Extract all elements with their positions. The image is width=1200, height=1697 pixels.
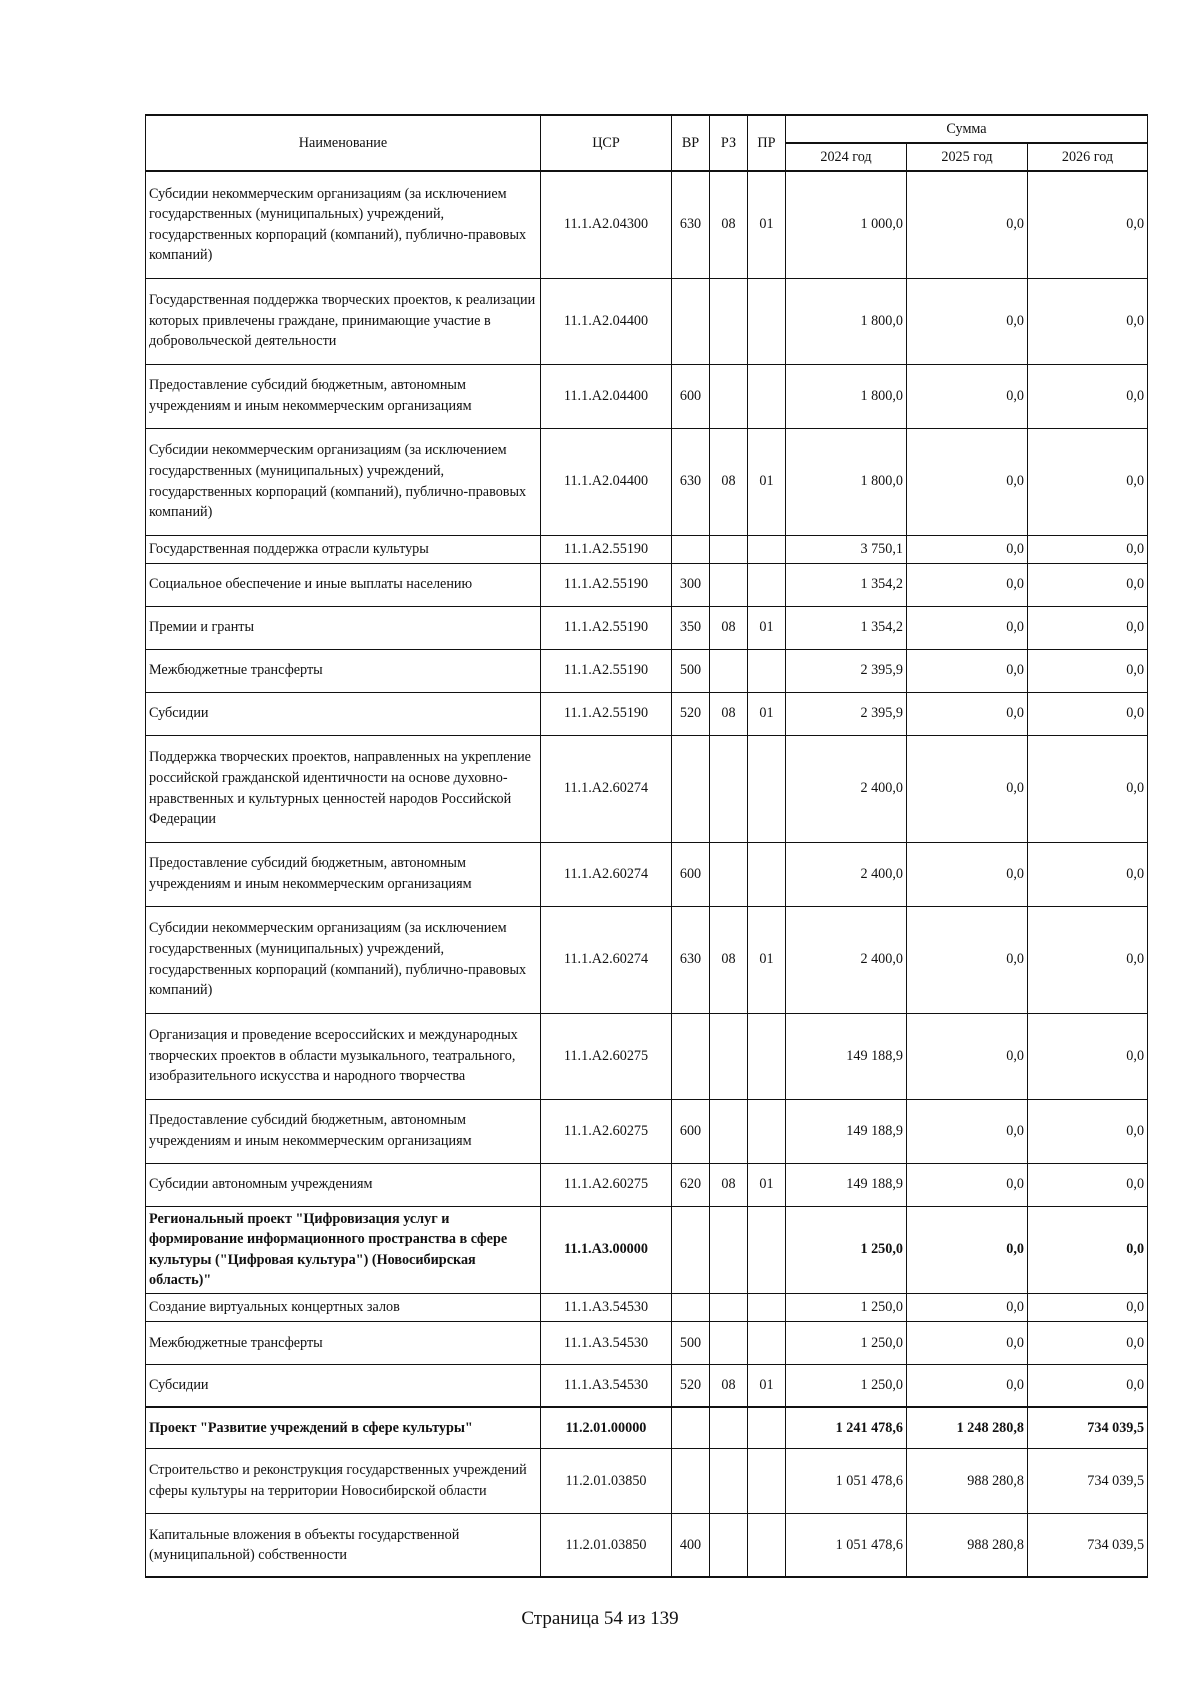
row-sum-2024: 149 188,9 [786,1099,907,1163]
table-row [146,692,1148,735]
row-sum-2025: 988 280,8 [907,1448,1028,1513]
table-row [146,735,1148,842]
row-rz: 08 [710,428,748,535]
row-rz [710,364,748,428]
row-sum-2026: 0,0 [1028,1099,1148,1163]
row-sum-2024: 1 354,2 [786,563,907,606]
table-row [146,1407,1148,1448]
row-pr: 01 [748,171,786,278]
row-name: Предоставление субсидий бюджетным, автономным учреждениям и иным некоммерческим организациям [146,1099,541,1163]
row-vr: 300 [672,563,710,606]
row-sum-2024: 1 000,0 [786,171,907,278]
row-sum-2025: 0,0 [907,649,1028,692]
row-csr: 11.1.A2.60274 [541,842,672,906]
row-name: Субсидии некоммерческим организациям (за исключением государственных (муниципальных) учреждений, государственных корпораций (компаний), публично-правовых компаний) [146,428,541,535]
row-csr: 11.2.01.03850 [541,1448,672,1513]
header-year-2026: 2026 год [1028,143,1148,171]
row-vr [672,735,710,842]
row-pr [748,842,786,906]
row-csr: 11.1.A2.55190 [541,535,672,563]
row-csr: 11.1.A2.55190 [541,692,672,735]
row-csr: 11.1.A3.00000 [541,1206,672,1293]
row-sum-2025: 1 248 280,8 [907,1407,1028,1448]
table-row [146,606,1148,649]
row-name: Межбюджетные трансферты [146,649,541,692]
row-rz: 08 [710,1163,748,1206]
row-name: Субсидии [146,1364,541,1407]
row-vr: 630 [672,906,710,1013]
row-sum-2024: 1 354,2 [786,606,907,649]
row-csr: 11.1.A2.55190 [541,606,672,649]
row-csr: 11.1.A2.55190 [541,649,672,692]
row-rz [710,278,748,364]
row-sum-2025: 0,0 [907,1099,1028,1163]
row-name: Капитальные вложения в объекты государственной (муниципальной) собственности [146,1513,541,1577]
table-body [146,171,1148,1577]
row-vr [672,1206,710,1293]
row-sum-2026: 0,0 [1028,842,1148,906]
row-sum-2025: 0,0 [907,1163,1028,1206]
row-pr: 01 [748,606,786,649]
row-vr: 620 [672,1163,710,1206]
table-row [146,563,1148,606]
row-sum-2024: 2 400,0 [786,906,907,1013]
row-sum-2025: 0,0 [907,842,1028,906]
row-name: Субсидии [146,692,541,735]
table-row [146,842,1148,906]
row-rz [710,1321,748,1364]
row-sum-2025: 0,0 [907,535,1028,563]
row-rz: 08 [710,692,748,735]
row-sum-2024: 1 051 478,6 [786,1513,907,1577]
table-row [146,278,1148,364]
row-sum-2024: 1 800,0 [786,428,907,535]
row-name: Предоставление субсидий бюджетным, автономным учреждениям и иным некоммерческим организациям [146,842,541,906]
row-sum-2024: 2 400,0 [786,842,907,906]
table-row [146,1206,1148,1293]
row-name: Проект "Развитие учреждений в сфере культуры" [146,1407,541,1448]
table-row [146,1293,1148,1321]
row-name: Региональный проект "Цифровизация услуг и формирование информационного пространства в сфере культуры ("Цифровая культура") (Новосибирская область)" [146,1206,541,1293]
header-csr: ЦСР [541,115,672,171]
table-row [146,1163,1148,1206]
row-pr [748,1513,786,1577]
row-vr [672,535,710,563]
row-name: Поддержка творческих проектов, направленных на укрепление российской гражданской идентичности на основе духовно-нравственных и культурных ценностей народов Российской Федерации [146,735,541,842]
row-sum-2024: 1 250,0 [786,1364,907,1407]
row-csr: 11.2.01.00000 [541,1407,672,1448]
row-pr [748,278,786,364]
row-rz [710,1206,748,1293]
row-name: Организация и проведение всероссийских и международных творческих проектов в области музыкального, театрального, изобразительного искусства и народного творчества [146,1013,541,1099]
row-csr: 11.1.A3.54530 [541,1293,672,1321]
row-vr: 400 [672,1513,710,1577]
row-csr: 11.1.A2.04400 [541,364,672,428]
row-csr: 11.1.A2.60275 [541,1013,672,1099]
row-vr: 630 [672,428,710,535]
row-csr: 11.2.01.03850 [541,1513,672,1577]
row-sum-2024: 1 241 478,6 [786,1407,907,1448]
table-row [146,1321,1148,1364]
row-pr [748,1013,786,1099]
row-name: Создание виртуальных концертных залов [146,1293,541,1321]
row-rz: 08 [710,606,748,649]
row-sum-2024: 2 400,0 [786,735,907,842]
row-vr: 520 [672,1364,710,1407]
header-sum: Сумма [786,115,1148,143]
row-pr [748,535,786,563]
row-sum-2026: 0,0 [1028,1293,1148,1321]
row-sum-2026: 0,0 [1028,278,1148,364]
row-rz [710,735,748,842]
row-csr: 11.1.A2.55190 [541,563,672,606]
row-csr: 11.1.A2.60274 [541,906,672,1013]
row-sum-2024: 1 051 478,6 [786,1448,907,1513]
row-pr: 01 [748,428,786,535]
row-vr [672,1448,710,1513]
row-pr [748,1448,786,1513]
row-vr: 520 [672,692,710,735]
row-sum-2025: 0,0 [907,1013,1028,1099]
row-sum-2024: 1 250,0 [786,1206,907,1293]
row-sum-2024: 1 800,0 [786,364,907,428]
row-name: Субсидии некоммерческим организациям (за исключением государственных (муниципальных) учреждений, государственных корпораций (компаний), публично-правовых компаний) [146,171,541,278]
row-sum-2026: 0,0 [1028,563,1148,606]
row-pr: 01 [748,692,786,735]
row-sum-2025: 0,0 [907,1293,1028,1321]
row-sum-2025: 0,0 [907,278,1028,364]
header-pr: ПР [748,115,786,171]
row-sum-2024: 1 250,0 [786,1293,907,1321]
row-vr [672,1293,710,1321]
table-row [146,1513,1148,1577]
row-sum-2026: 0,0 [1028,649,1148,692]
header-rz: РЗ [710,115,748,171]
row-sum-2025: 0,0 [907,606,1028,649]
row-sum-2025: 0,0 [907,563,1028,606]
row-pr [748,1321,786,1364]
row-rz: 08 [710,1364,748,1407]
row-sum-2026: 0,0 [1028,428,1148,535]
row-sum-2024: 149 188,9 [786,1163,907,1206]
row-name: Государственная поддержка творческих проектов, к реализации которых привлечены граждане, принимающие участие в добровольческой деятельности [146,278,541,364]
row-vr: 600 [672,842,710,906]
row-pr: 01 [748,1163,786,1206]
row-rz [710,1448,748,1513]
row-sum-2025: 0,0 [907,1321,1028,1364]
row-sum-2026: 734 039,5 [1028,1407,1148,1448]
row-sum-2025: 988 280,8 [907,1513,1028,1577]
header-vr: ВР [672,115,710,171]
row-vr: 350 [672,606,710,649]
row-sum-2026: 0,0 [1028,1013,1148,1099]
row-sum-2025: 0,0 [907,1206,1028,1293]
row-sum-2026: 734 039,5 [1028,1513,1148,1577]
table-row [146,649,1148,692]
row-sum-2026: 0,0 [1028,1163,1148,1206]
row-sum-2026: 0,0 [1028,692,1148,735]
row-rz: 08 [710,171,748,278]
row-rz [710,1099,748,1163]
row-name: Строительство и реконструкция государственных учреждений сферы культуры на территории Новосибирской области [146,1448,541,1513]
row-sum-2026: 0,0 [1028,364,1148,428]
row-vr [672,1013,710,1099]
row-pr [748,1099,786,1163]
row-pr [748,649,786,692]
row-rz [710,1513,748,1577]
row-sum-2025: 0,0 [907,1364,1028,1407]
table-row [146,1448,1148,1513]
header-year-2025: 2025 год [907,143,1028,171]
table-row [146,428,1148,535]
row-rz [710,535,748,563]
row-vr: 600 [672,1099,710,1163]
row-sum-2025: 0,0 [907,692,1028,735]
row-sum-2026: 734 039,5 [1028,1448,1148,1513]
row-csr: 11.1.A2.04400 [541,278,672,364]
row-sum-2026: 0,0 [1028,535,1148,563]
row-sum-2025: 0,0 [907,171,1028,278]
table-row [146,171,1148,278]
table-row [146,906,1148,1013]
header-year-2024: 2024 год [786,143,907,171]
row-csr: 11.1.A2.60274 [541,735,672,842]
page-number: Страница 54 из 139 [521,1608,679,1629]
row-sum-2024: 1 800,0 [786,278,907,364]
row-csr: 11.1.A3.54530 [541,1321,672,1364]
row-rz [710,1013,748,1099]
row-name: Социальное обеспечение и иные выплаты населению [146,563,541,606]
row-sum-2026: 0,0 [1028,1364,1148,1407]
row-sum-2024: 149 188,9 [786,1013,907,1099]
row-rz [710,842,748,906]
row-vr [672,1407,710,1448]
row-csr: 11.1.A3.54530 [541,1364,672,1407]
row-pr [748,563,786,606]
row-vr: 600 [672,364,710,428]
row-sum-2026: 0,0 [1028,906,1148,1013]
row-pr [748,364,786,428]
row-sum-2024: 2 395,9 [786,692,907,735]
row-rz [710,1293,748,1321]
row-csr: 11.1.A2.04400 [541,428,672,535]
table-row [146,535,1148,563]
row-pr: 01 [748,1364,786,1407]
row-name: Субсидии некоммерческим организациям (за исключением государственных (муниципальных) учреждений, государственных корпораций (компаний), публично-правовых компаний) [146,906,541,1013]
table-header [146,115,1148,171]
table-row [146,1013,1148,1099]
row-csr: 11.1.A2.04300 [541,171,672,278]
row-rz: 08 [710,906,748,1013]
row-sum-2026: 0,0 [1028,171,1148,278]
row-name: Премии и гранты [146,606,541,649]
row-pr [748,1293,786,1321]
row-pr: 01 [748,906,786,1013]
row-sum-2026: 0,0 [1028,1206,1148,1293]
row-csr: 11.1.A2.60275 [541,1163,672,1206]
row-rz [710,563,748,606]
row-vr [672,278,710,364]
table-row [146,1364,1148,1407]
row-name: Государственная поддержка отрасли культуры [146,535,541,563]
row-pr [748,1206,786,1293]
row-name: Предоставление субсидий бюджетным, автономным учреждениям и иным некоммерческим организациям [146,364,541,428]
table-row [146,1099,1148,1163]
row-sum-2025: 0,0 [907,906,1028,1013]
table-row [146,364,1148,428]
row-vr: 500 [672,649,710,692]
row-vr: 630 [672,171,710,278]
row-sum-2024: 3 750,1 [786,535,907,563]
row-pr [748,1407,786,1448]
row-rz [710,1407,748,1448]
header-name: Наименование [146,115,541,171]
budget-table [145,114,1148,1578]
row-sum-2025: 0,0 [907,364,1028,428]
row-sum-2026: 0,0 [1028,606,1148,649]
row-sum-2025: 0,0 [907,735,1028,842]
row-pr [748,735,786,842]
row-csr: 11.1.A2.60275 [541,1099,672,1163]
row-sum-2026: 0,0 [1028,735,1148,842]
row-rz [710,649,748,692]
row-vr: 500 [672,1321,710,1364]
row-sum-2026: 0,0 [1028,1321,1148,1364]
row-sum-2025: 0,0 [907,428,1028,535]
row-name: Межбюджетные трансферты [146,1321,541,1364]
row-sum-2024: 1 250,0 [786,1321,907,1364]
row-name: Субсидии автономным учреждениям [146,1163,541,1206]
row-sum-2024: 2 395,9 [786,649,907,692]
